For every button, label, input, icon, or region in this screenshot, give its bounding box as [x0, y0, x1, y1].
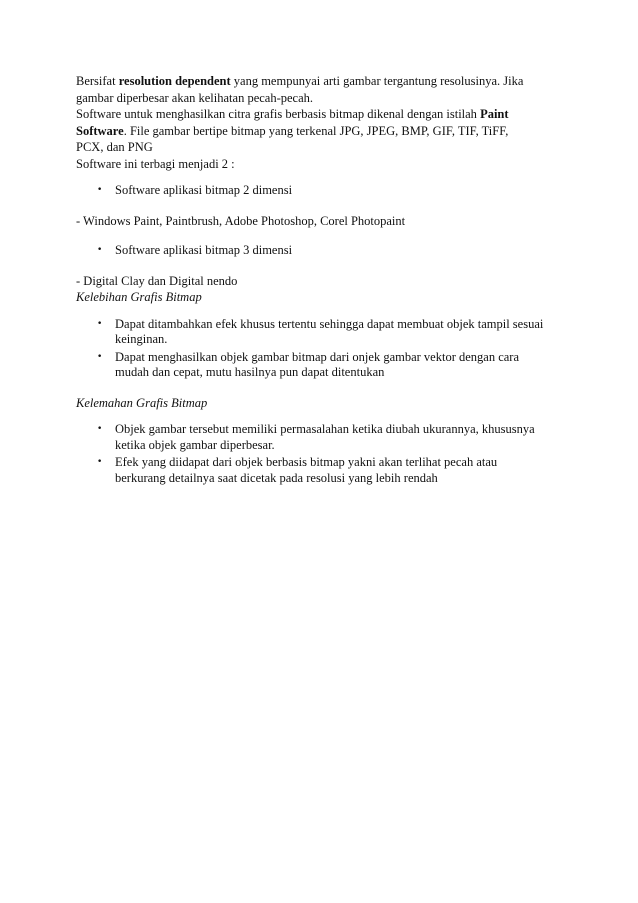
bullet-icon: •	[97, 424, 103, 434]
bullet-icon: •	[97, 457, 103, 467]
list-item-text: Efek yang diidapat dari objek berbasis bitmap yakni akan terlihat pecah atau	[115, 455, 498, 469]
bullet-icon: •	[97, 185, 103, 195]
intro-paragraph-1-line-2: gambar diperbesar akan kelihatan pecah-pecah.	[76, 90, 314, 105]
intro-text: . File gambar bertipe bitmap yang terkenal JPG, JPEG, BMP, GIF, TIF, TiFF,	[123, 123, 509, 138]
examples-2d: - Windows Paint, Paintbrush, Adobe Photoshop, Corel Photopaint	[76, 213, 406, 228]
list-item	[76, 350, 566, 381]
list-item-text: keinginan.	[115, 332, 168, 346]
list-item-text: ketika objek gambar diperbesar.	[115, 437, 275, 452]
bullet-icon: •	[97, 318, 103, 329]
intro-paragraph-3: Software ini terbagi menjadi 2 :	[76, 156, 235, 171]
bold-term-software: Software	[76, 123, 124, 138]
intro-paragraph-2-line-3: PCX, dan PNG	[76, 140, 153, 154]
list-item	[76, 317, 566, 348]
intro-text: yang mempunyai arti gambar tergantung resolusinya. Jika	[230, 74, 524, 88]
intro-paragraph-2-line-2	[76, 123, 566, 140]
intro-text: Bersifat	[76, 74, 119, 88]
bullet-list-2d	[76, 183, 566, 199]
list-item-text: Dapat ditambahkan efek khusus tertentu sehingga dapat membuat objek tampil sesuai	[115, 316, 544, 331]
spacer	[76, 199, 566, 213]
intro-paragraph-1	[76, 73, 566, 90]
bullet-icon: •	[97, 351, 103, 362]
list-item-text: Software aplikasi bitmap 2 dimensi	[115, 183, 293, 197]
list-item	[76, 243, 566, 259]
spacer	[76, 172, 566, 183]
examples-3d: - Digital Clay dan Digital nendo	[76, 273, 238, 288]
spacer	[76, 381, 566, 395]
heading-kelebihan: Kelebihan Grafis Bitmap	[76, 290, 202, 304]
bullet-list-kelemahan	[76, 422, 566, 486]
bullet-list-kelebihan	[76, 317, 566, 381]
list-item-text: Dapat menghasilkan objek gambar bitmap dari onjek gambar vektor dengan cara	[115, 349, 520, 364]
spacer	[76, 229, 566, 243]
list-item-text: mudah dan cepat, mutu hasilnya pun dapat ditentukan	[115, 365, 385, 379]
list-item-text: Software aplikasi bitmap 3 dimensi	[115, 243, 293, 257]
list-item-text: Objek gambar tersebut memiliki permasalahan ketika diubah ukurannya, khususnya	[115, 422, 535, 436]
bold-term-paint: Paint	[480, 107, 509, 121]
intro-text: Software untuk menghasilkan citra grafis berbasis bitmap dikenal dengan istilah	[76, 107, 481, 121]
spacer	[76, 306, 566, 317]
heading-kelemahan: Kelemahan Grafis Bitmap	[76, 395, 208, 410]
list-item	[76, 455, 566, 486]
document-page	[76, 73, 566, 486]
list-item	[76, 422, 566, 453]
bold-term-resolution-dependent: resolution dependent	[118, 74, 231, 88]
bullet-list-3d	[76, 243, 566, 259]
bullet-icon: •	[97, 245, 103, 255]
spacer	[76, 411, 566, 422]
spacer	[76, 259, 566, 273]
intro-paragraph-2	[76, 106, 566, 123]
list-item-text: berkurang detailnya saat dicetak pada resolusi yang lebih rendah	[115, 470, 438, 485]
list-item	[76, 183, 566, 199]
